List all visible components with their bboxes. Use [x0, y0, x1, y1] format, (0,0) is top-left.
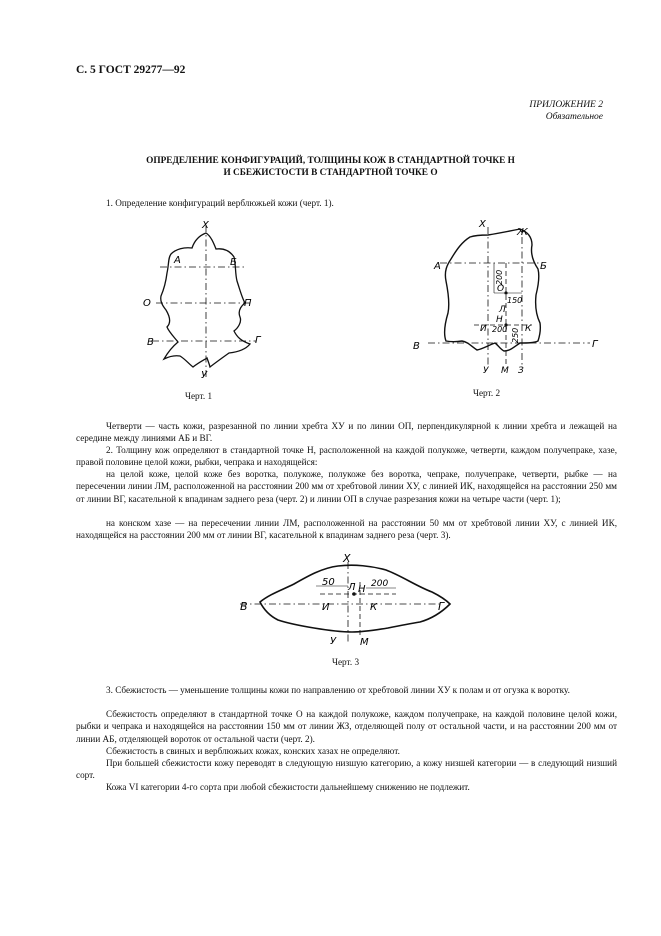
label-p: П	[244, 298, 252, 309]
figure-2-caption: Черт. 2	[473, 388, 501, 398]
label-k: К	[525, 324, 532, 334]
paragraph-category-transfer: При большей сбежистости кожу переводят в следующую низшую категорию, а кожу низшей категории — в следующий низший сорт.	[76, 758, 617, 781]
label-o: О	[143, 298, 151, 309]
point-o	[504, 291, 507, 294]
paragraph-whole-hide: на целой коже, целой коже без воротка, полукоже, полукоже без воротка, чепраке, получепраке, четверти, рыбке — на пересечении линии ЛМ, расположенной на расстоянии 200 мм от хребтовой линии ХУ, с линией ИК, находящейся на расстоянии 250 мм от линии ВГ, касательной к впадинам заднего реза (черт. 2) и линии ОП в случае разрезания кожи на четыре части (черт. 1);	[76, 469, 617, 504]
label-z: З	[518, 366, 524, 376]
label-a: А	[174, 255, 181, 266]
label-g: Г	[592, 339, 598, 350]
label-a: А	[434, 261, 441, 272]
figure-2-hide	[410, 215, 610, 385]
label-g: Г	[255, 335, 261, 346]
label-g: Г	[438, 600, 445, 613]
label-x: Х	[202, 220, 209, 231]
label-o: О	[497, 284, 505, 294]
appendix-number: ПРИЛОЖЕНИЕ 2	[529, 100, 603, 110]
label-dim-150: 150	[507, 296, 523, 305]
label-u: У	[483, 366, 489, 376]
label-b: Б	[230, 257, 237, 268]
title-line-1: ОПРЕДЕЛЕНИЕ КОНФИГУРАЦИЙ, ТОЛЩИНЫ КОЖ В СТАНДАРТНОЙ ТОЧКЕ Н	[146, 156, 515, 166]
paragraph-tapering-point: Сбежистость определяют в стандартной точке О на каждой полукоже, каждом получепраке, на каждой половине целой кожи, рыбки и чепрака и находящейся на расстоянии 150 мм от линии ЖЗ, отделяющей полу от остальной части, и на расстоянии 200 мм от линии АБ, отделяющей вороток от остальной части (черт. 2).	[76, 709, 617, 744]
label-dim-250: 250	[511, 327, 520, 343]
label-v: В	[240, 600, 248, 613]
label-i: И	[322, 602, 330, 613]
hide-outline	[260, 565, 450, 632]
label-dim-200a: 200	[495, 269, 504, 285]
paragraph-not-determined: Сбежистость в свиных и верблюжьих кожах, конских хазах не определяют.	[106, 746, 400, 756]
label-dim-50: 50	[322, 577, 335, 588]
label-i: И	[480, 324, 487, 334]
label-n: Н	[496, 315, 503, 325]
figure-1-caption: Черт. 1	[185, 391, 213, 401]
label-u: У	[330, 636, 337, 647]
appendix-status: Обязательное	[545, 112, 603, 122]
label-v: В	[413, 341, 420, 352]
label-l-visible: Л	[499, 305, 506, 315]
label-v: В	[147, 337, 154, 348]
label-dim-200: 200	[371, 579, 389, 589]
label-b: Б	[540, 261, 547, 272]
label-zh: Ж	[517, 227, 528, 238]
paragraph-quarters: Четверти — часть кожи, разрезанной по линии хребта ХУ и по линии ОП, перпендикулярной к линии хребта и лежащей на середине между линиями АБ и ВГ.	[76, 421, 617, 444]
title-line-2: И СБЕЖИСТОСТИ В СТАНДАРТНОЙ ТОЧКЕ О	[223, 168, 438, 178]
label-n: Н	[358, 584, 366, 595]
figure-3-caption: Черт. 3	[332, 657, 360, 667]
page-header: С. 5 ГОСТ 29277—92	[76, 64, 186, 76]
paragraph-horse-butt: на конском хазе — на пересечении линии ЛМ, расположенной на расстоянии 50 мм от хребтовой линии ХУ, с линией ИК, находящейся на расстоянии 200 мм от линии ВГ, касательной к впадинам заднего реза (черт. 3).	[76, 518, 617, 541]
label-k: К	[370, 602, 378, 613]
label-x: Х	[343, 552, 351, 565]
label-x: Х	[479, 219, 486, 230]
figure-1-camel-hide	[138, 215, 268, 385]
appendix-label	[529, 99, 603, 123]
label-l: Л	[348, 582, 356, 593]
section-1-heading: 1. Определение конфигураций верблюжьей кожи (черт. 1).	[106, 198, 334, 208]
figure-3-horse-butt	[236, 548, 466, 648]
paragraph-category-vi: Кожа VI категории 4-го сорта при любой сбежистости дальнейшему снижению не подлежит.	[106, 782, 470, 792]
paragraph-tapering: 3. Сбежистость — уменьшение толщины кожи по направлению от хребтовой линии ХУ к полам и от огузка к воротку.	[106, 685, 570, 695]
label-m: М	[501, 366, 509, 376]
section-title	[40, 155, 621, 179]
hide-outline	[161, 233, 250, 367]
label-m: М	[360, 637, 369, 648]
paragraph-thickness: 2. Толщину кож определяют в стандартной точке Н, расположенной на каждой полукоже, четверти, каждом получепраке, хазе, правой половине целой кожи, рыбки, чепрака и находящейся:	[76, 445, 617, 468]
label-u: У	[201, 370, 208, 381]
label-dim-200b: 200	[492, 325, 508, 334]
